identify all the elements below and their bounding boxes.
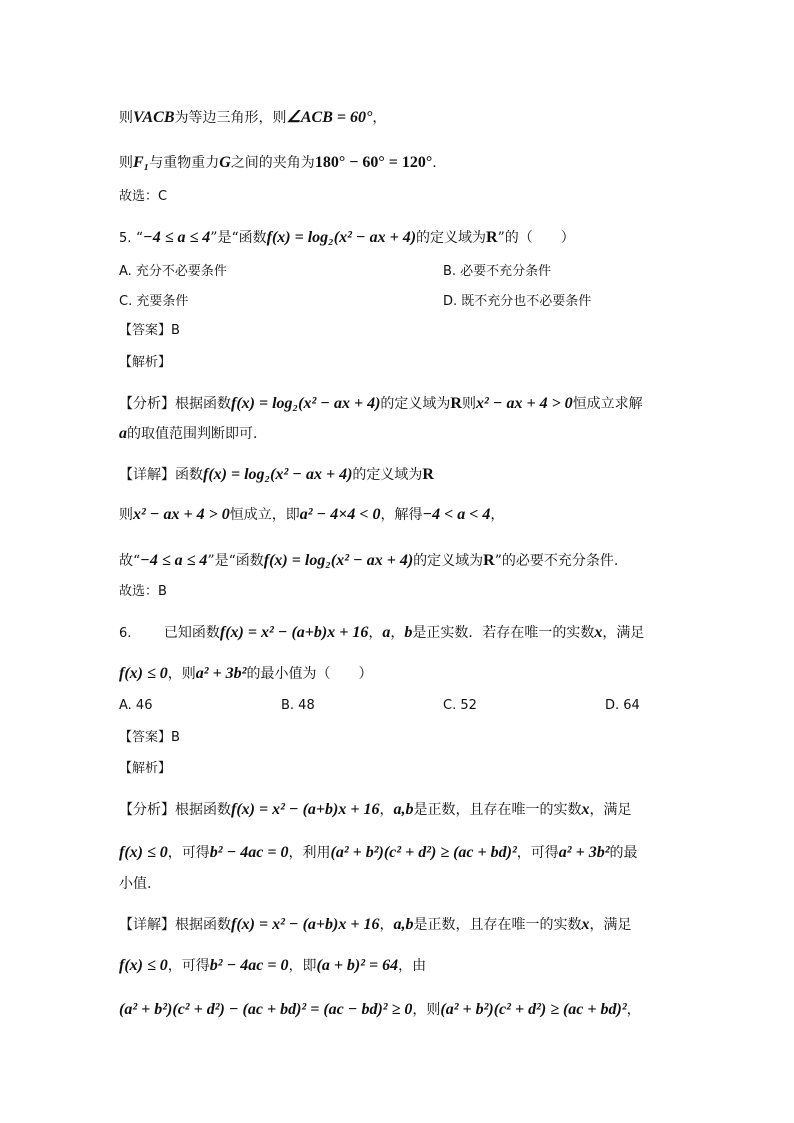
text: ，可得	[167, 845, 210, 861]
option-b: B. 必要不充分条件	[443, 264, 552, 279]
math: a² + 3b²	[558, 844, 610, 861]
math: f(x) ≤ 0	[119, 957, 168, 974]
text: 则	[461, 396, 476, 412]
analysis-heading: 【解析】	[119, 761, 172, 776]
detail-line-2	[119, 956, 426, 976]
math: ∠ACB = 60°	[286, 109, 373, 126]
text: 的最小值为（ ）	[246, 666, 373, 682]
math: R	[483, 552, 495, 569]
text: 是正实数．若存在唯一的实数	[412, 625, 595, 641]
text: 恒成立，即	[229, 507, 300, 523]
detail-line-2	[119, 505, 504, 525]
math: f(x) = x² − (a+b)x + 16	[219, 624, 369, 641]
analysis-line-2	[119, 843, 638, 863]
text: 是正数，且存在唯一的实数	[413, 802, 582, 818]
text: 的取值范围判断即可.	[127, 426, 258, 442]
math: (a + b)² = 64	[316, 957, 399, 974]
math: x	[594, 624, 603, 641]
analysis-line-1	[119, 800, 631, 820]
text: ，	[379, 802, 394, 818]
text: 则	[119, 155, 133, 171]
text: 之间的夹角为	[230, 155, 315, 171]
text: ，	[390, 625, 405, 641]
math: f(x) ≤ 0	[119, 844, 168, 861]
text: 【分析】根据函数	[119, 802, 231, 818]
math: f(x) = log₂(x² − ax + 4)	[263, 552, 414, 569]
text: 的最	[609, 845, 638, 861]
math: G	[219, 154, 231, 171]
choose-line: 故选：B	[119, 584, 167, 599]
text: ，解得	[380, 507, 423, 523]
text: ”是“函数	[207, 553, 264, 569]
text: 则	[119, 110, 133, 126]
option-c: C. 充要条件	[119, 294, 189, 309]
question-6-stem	[119, 623, 644, 644]
math: b² − 4ac = 0	[209, 957, 289, 974]
option-b: B. 48	[281, 698, 315, 713]
math: a,b	[393, 801, 414, 818]
text: ，可得	[516, 845, 559, 861]
math: f(x) = x² − (a+b)x + 16	[231, 916, 380, 933]
text: 故“	[119, 553, 141, 569]
text: ，则	[167, 666, 196, 682]
text-line-1	[119, 108, 386, 128]
analysis-heading: 【解析】	[119, 355, 172, 370]
question-6-stem-2	[119, 664, 372, 684]
math: F₁	[133, 154, 150, 171]
text: 的定义域为	[352, 467, 423, 483]
math: VACB	[133, 109, 175, 126]
text: 为等边三角形，则	[174, 110, 287, 126]
text: ，可得	[167, 958, 210, 974]
text: ，由	[398, 958, 427, 974]
text: 【详解】根据函数	[119, 917, 231, 933]
math: −4 ≤ a ≤ 4	[140, 552, 208, 569]
text: 已知函数	[163, 625, 220, 641]
text: ，满足	[589, 802, 632, 818]
math: f(x) = log₂(x² − ax + 4)	[231, 395, 381, 412]
math: (a² + b²)(c² + d²) ≥ (ac + bd)²	[330, 844, 517, 861]
option-a: A. 46	[119, 698, 153, 713]
text: “	[135, 230, 144, 246]
analysis-line-3: 小值.	[119, 876, 152, 892]
question-number: 5.	[119, 231, 132, 246]
text: ，	[368, 625, 383, 641]
math: b² − 4ac = 0	[209, 844, 289, 861]
math: x² − ax + 4 > 0	[475, 395, 573, 412]
option-a: A. 充分不必要条件	[119, 264, 227, 279]
math: a² + 3b²	[195, 665, 247, 682]
text: ，利用	[288, 845, 331, 861]
math: f(x) = x² − (a+b)x + 16	[231, 801, 380, 818]
text: 恒成立求解	[572, 396, 643, 412]
text: 【详解】函数	[119, 467, 203, 483]
detail-line-3	[119, 551, 618, 571]
math: a	[382, 624, 391, 641]
math: f(x) = log₂(x² − ax + 4)	[266, 229, 417, 246]
math: (a² + b²)(c² + d²) ≥ (ac + bd)²	[440, 1001, 627, 1018]
text: ，	[379, 917, 394, 933]
math: R	[450, 395, 462, 412]
option-d: D. 64	[605, 698, 640, 713]
math: a,b	[393, 916, 414, 933]
text: ，	[372, 110, 387, 126]
text: 与重物重力	[149, 155, 220, 171]
option-d: D. 既不充分也不必要条件	[443, 294, 592, 309]
math: −4 < a < 4	[422, 506, 491, 523]
math: f(x) = log₂(x² − ax + 4)	[203, 466, 353, 483]
answer-label: 【答案】B	[119, 730, 180, 745]
question-5-stem	[119, 228, 575, 249]
math: R	[422, 466, 434, 483]
text: 是正数，且存在唯一的实数	[413, 917, 582, 933]
math: x	[581, 916, 590, 933]
detail-line-3	[119, 1000, 641, 1020]
analysis-line-2	[119, 424, 257, 444]
text: ，	[626, 1002, 641, 1018]
math: x² − ax + 4 > 0	[133, 506, 230, 523]
text: 的定义域为	[416, 230, 487, 246]
text: ”的（ ）	[497, 230, 575, 246]
text: .	[432, 155, 437, 171]
math: 180° − 60° = 120°	[314, 154, 433, 171]
text: ”的必要不充分条件.	[494, 553, 619, 569]
analysis-line-1	[119, 394, 643, 414]
text-line-2	[119, 153, 437, 173]
detail-line-1	[119, 465, 434, 485]
math: −4 ≤ a ≤ 4	[143, 229, 211, 246]
text: 的定义域为	[380, 396, 451, 412]
text: 则	[119, 507, 133, 523]
answer-label: 【答案】B	[119, 323, 180, 338]
math: a	[119, 425, 127, 442]
math: R	[486, 229, 498, 246]
text: ，	[490, 507, 505, 523]
text: ”是“函数	[210, 230, 267, 246]
math: b	[404, 624, 413, 641]
text: 【分析】根据函数	[119, 396, 231, 412]
text: ，满足	[602, 625, 645, 641]
text: 的定义域为	[413, 553, 484, 569]
text: ，即	[288, 958, 317, 974]
math: x	[581, 801, 590, 818]
math: f(x) ≤ 0	[119, 665, 168, 682]
question-number: 6.	[119, 626, 132, 641]
math: a² − 4×4 < 0	[299, 506, 381, 523]
choose-line: 故选：C	[119, 189, 168, 204]
detail-line-1	[119, 915, 631, 935]
option-c: C. 52	[443, 698, 477, 713]
text: ，满足	[589, 917, 632, 933]
math: (a² + b²)(c² + d²) − (ac + bd)² = (ac − bd)² ≥ 0	[119, 1001, 413, 1018]
text: ，则	[412, 1002, 441, 1018]
